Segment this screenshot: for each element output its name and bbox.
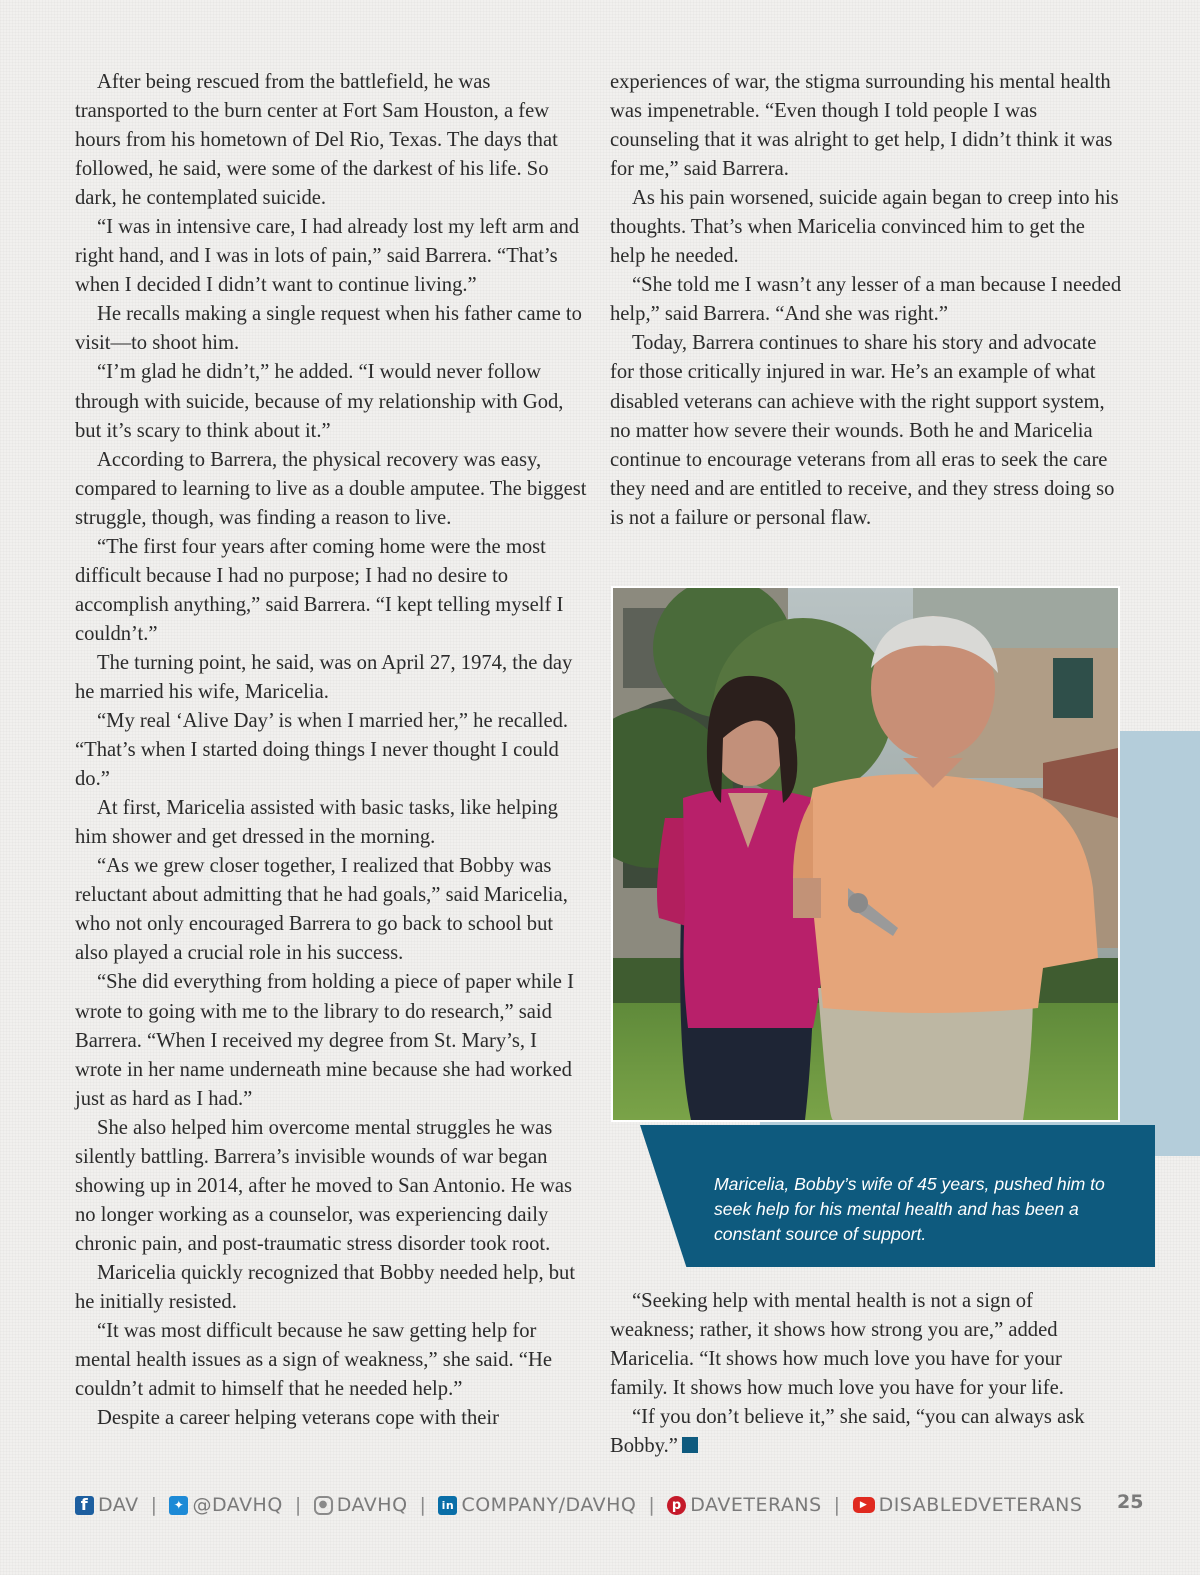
linkedin-label: COMPANY/DAVHQ: [461, 1494, 637, 1516]
youtube-icon: ▶: [853, 1497, 875, 1513]
photo-couple: [611, 586, 1120, 1122]
separator: |: [648, 1494, 656, 1516]
paragraph: After being rescued from the battlefield, he was transported to the burn center at Fort Sam Houston, a few hours from his hometown of Del Rio, Texas. The days that followed, he said, were some of the darkest of his life. So dark, he contemplated suicide.: [75, 71, 558, 210]
paragraph: “She did everything from holding a piece of paper while I wrote to going with me to the library to do research,” said Barrera. “When I received my degree from St. Mary’s, I wrote in her name underneath mine because she had worked just as hard as I had.”: [75, 971, 574, 1110]
social-instagram[interactable]: [314, 1494, 408, 1516]
separator: |: [833, 1494, 841, 1516]
pinterest-icon: p: [667, 1496, 686, 1515]
instagram-icon: ●: [314, 1496, 333, 1515]
facebook-label: DAV: [98, 1494, 139, 1516]
social-facebook[interactable]: [75, 1494, 139, 1516]
paragraph: “I was in intensive care, I had already lost my left arm and right hand, and I was in lots of pain,” said Barrera. “That’s when I decided I didn’t want to continue living.”: [75, 216, 580, 297]
photo-caption: Maricelia, Bobby’s wife of 45 years, pushed him to seek help for his mental health and has been a constant source of support.: [714, 1174, 1105, 1244]
page-number: 25: [1117, 1491, 1144, 1513]
paragraph-last: [610, 1403, 1122, 1461]
article-column-left: [75, 68, 587, 1433]
paragraph: “As we grew closer together, I realized that Bobby was reluctant about admitting that he had goals,” said Maricelia, who not only encouraged Barrera to go back to school but also played a crucial role in his success.: [75, 855, 568, 965]
separator: |: [294, 1494, 302, 1516]
decorative-bar: [1120, 731, 1200, 1155]
social-youtube[interactable]: [853, 1494, 1083, 1516]
paragraph: “Seeking help with mental health is not a sign of weakness; rather, it shows how strong you are,” added Maricelia. “It shows how much love you have for your family. It shows how much love you have for your life.: [610, 1290, 1064, 1400]
paragraph: At first, Maricelia assisted with basic tasks, like helping him shower and get dressed in the morning.: [75, 797, 558, 849]
social-pinterest[interactable]: [667, 1494, 821, 1516]
paragraph: Despite a career helping veterans cope with their: [97, 1407, 499, 1430]
footer-social-bar: [75, 1491, 1145, 1519]
facebook-icon: f: [75, 1496, 94, 1515]
linkedin-icon: in: [438, 1496, 457, 1515]
paragraph: “I’m glad he didn’t,” he added. “I would never follow through with suicide, because of my relationship with God, but it’s scary to think about it.”: [75, 361, 564, 442]
paragraph-text: “If you don’t believe it,” she said, “you can always ask Bobby.”: [610, 1406, 1085, 1458]
twitter-label: @DAVHQ: [192, 1494, 283, 1516]
youtube-label: DISABLEDVETERANS: [878, 1494, 1083, 1516]
separator: |: [419, 1494, 427, 1516]
paragraph: The turning point, he said, was on April 27, 1974, the day he married his wife, Maricelia.: [75, 651, 573, 703]
paragraph: experiences of war, the stigma surrounding his mental health was impenetrable. “Even though I told people I was counseling that it was alright to get help, I didn’t think it was for me,” said Barrera.: [610, 71, 1113, 181]
article-column-right-bottom: [610, 1287, 1122, 1461]
separator: |: [150, 1494, 158, 1516]
twitter-icon: ✦: [169, 1496, 188, 1515]
pinterest-label: DAVETERANS: [690, 1494, 822, 1516]
paragraph: As his pain worsened, suicide again began to creep into his thoughts. That’s when Maricelia convinced him to get the help he needed.: [610, 187, 1119, 268]
paragraph: “She told me I wasn’t any lesser of a man because I needed help,” said Barrera. “And she was right.”: [610, 274, 1122, 326]
couple-photo-illustration: [613, 588, 1118, 1120]
instagram-label: DAVHQ: [336, 1494, 408, 1516]
paragraph: Maricelia quickly recognized that Bobby needed help, but he initially resisted.: [75, 1261, 576, 1313]
article-column-right-top: [610, 68, 1122, 533]
social-linkedin[interactable]: [438, 1494, 636, 1516]
paragraph: She also helped him overcome mental struggles he was silently battling. Barrera’s invisible wounds of war began showing up in 2014, after he moved to San Antonio. He was no longer working as a counselor, was experiencing daily chronic pain, and post-traumatic stress disorder took root.: [75, 1116, 573, 1255]
paragraph: He recalls making a single request when his father came to visit—to shoot him.: [75, 303, 582, 355]
paragraph: “It was most difficult because he saw getting help for mental health issues as a sign of weakness,” she said. “He couldn’t admit to himself that he needed help.”: [75, 1320, 552, 1401]
paragraph: According to Barrera, the physical recovery was easy, compared to learning to live as a double amputee. The biggest struggle, though, was finding a reason to live.: [75, 448, 587, 529]
paragraph: Today, Barrera continues to share his story and advocate for those critically injured in war. He’s an example of what disabled veterans can achieve with the right support system, no matter how severe their wounds. Both he and Maricelia continue to encourage veterans from all eras to seek the care they need and are entitled to receive, and they stress doing so is not a failure or personal flaw.: [610, 332, 1115, 529]
paragraph: “My real ‘Alive Day’ is when I married her,” he recalled. “That’s when I started doing things I never thought I could do.”: [75, 710, 569, 791]
paragraph: “The first four years after coming home were the most difficult because I had no purpose; I had no desire to accomplish anything,” said Barrera. “I kept telling myself I couldn’t.”: [75, 535, 564, 645]
end-mark-icon: [682, 1437, 698, 1453]
social-twitter[interactable]: [169, 1494, 282, 1516]
